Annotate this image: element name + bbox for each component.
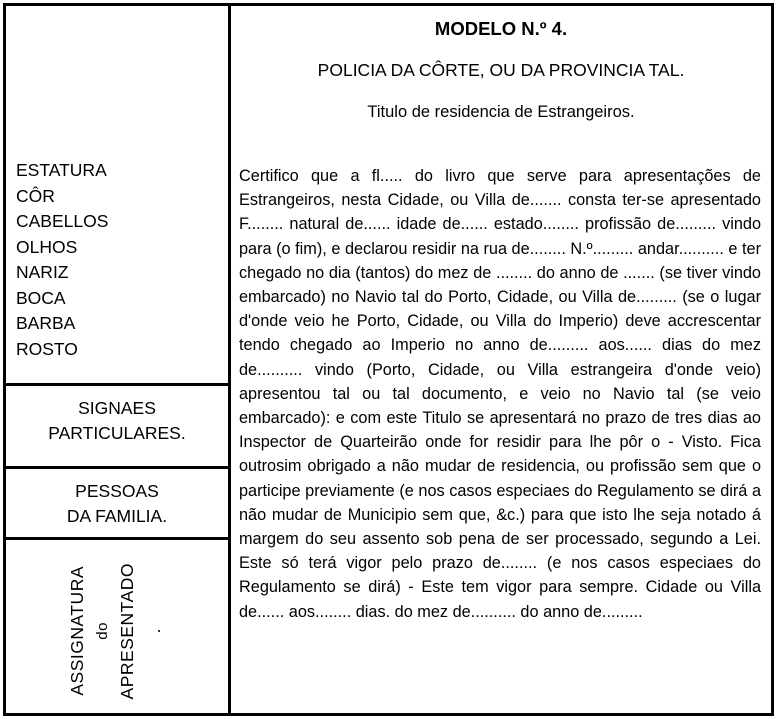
document-subtitle: POLICIA DA CÔRTE, OU DA PROVINCIA TAL. bbox=[317, 60, 685, 80]
document-title: MODELO N.º 4. bbox=[434, 18, 568, 39]
assinatura-rotated-group bbox=[6, 546, 228, 716]
pessoas-line-2: DA FAMILIA. bbox=[66, 506, 168, 526]
attribute-rosto: ROSTO bbox=[16, 338, 78, 359]
attribute-boca: BOCA bbox=[16, 287, 66, 308]
signaes-particulares-cell bbox=[6, 396, 228, 446]
attribute-estatura: ESTATURA bbox=[16, 160, 107, 180]
document-body-column bbox=[231, 6, 771, 713]
document-caption: Titulo de residencia de Estrangeiros. bbox=[367, 103, 635, 121]
assinatura-apresentado-cell bbox=[6, 546, 228, 716]
attribute-olhos: OLHOS bbox=[16, 236, 78, 257]
signaes-line-1: SIGNAES bbox=[78, 398, 156, 418]
assinatura-line-1: ASSIGNATURA bbox=[67, 566, 87, 696]
attribute-cabellos: CABELLOS bbox=[16, 211, 109, 231]
document-body-text: Certifico que a fl..... do livro que serve para apresentações de Estrangeiros, nesta Cidade, ou Villa de....... consta ter-se apresentado F........ natural de...... idade de...... estado........ profissão de......... vindo para (o fim), e declarou residir na rua de........ N.º......... andar.......... e ter chegado no dia (tantos) do mez de ........ do anno de ....... (se tiver vindo embarcado) no Navio tal do Porto, Cidade, ou Villa de......... (se o lugar d'onde veio he Porto, Cidade, ou Villa do Imperio) deve accrescentar tendo chegado ao Imperio no anno de......... aos...... dias do mez de.......... vindo (Porto, Cidade, ou Villa estrangeira d'onde veio) apresentou tal ou tal documento, e veio no Navio tal (se veio embarcado): e com este Titulo se apresentará no prazo de tres dias ao Inspector de Quarteirão onde for residir para lhe pôr o - Visto. Fica outrosim obrigado a não mudar de residencia, ou profissão sem que o participe previamente (e nos casos especiaes do Regulamento se dirá a não mudar de Municipio sem que, &c.) para que isto lhe seja notado á margem do seu assento sob pena de ser processado, segundo a Lei. Este só terá vigor pelo prazo de........ (e nos casos especiaes do Regulamento se dirá) - Este tem vigor para sempre. Cidade ou Villa de...... aos........ dias. do mez de.......... do anno de......... bbox=[239, 167, 761, 621]
attributes-list bbox=[6, 158, 228, 362]
assinatura-line-4: . bbox=[144, 628, 164, 634]
attribute-nariz: NARIZ bbox=[16, 262, 69, 282]
signaes-line-2: PARTICULARES. bbox=[48, 423, 186, 443]
assinatura-line-2: do bbox=[94, 622, 111, 640]
attribute-barba: BARBA bbox=[16, 313, 76, 333]
pessoas-line-1: PESSOAS bbox=[75, 481, 159, 501]
attribute-cor: CÔR bbox=[16, 185, 55, 206]
assinatura-line-3: APRESENTADO bbox=[117, 562, 137, 700]
left-column bbox=[6, 6, 228, 713]
pessoas-da-familia-cell bbox=[6, 479, 228, 529]
